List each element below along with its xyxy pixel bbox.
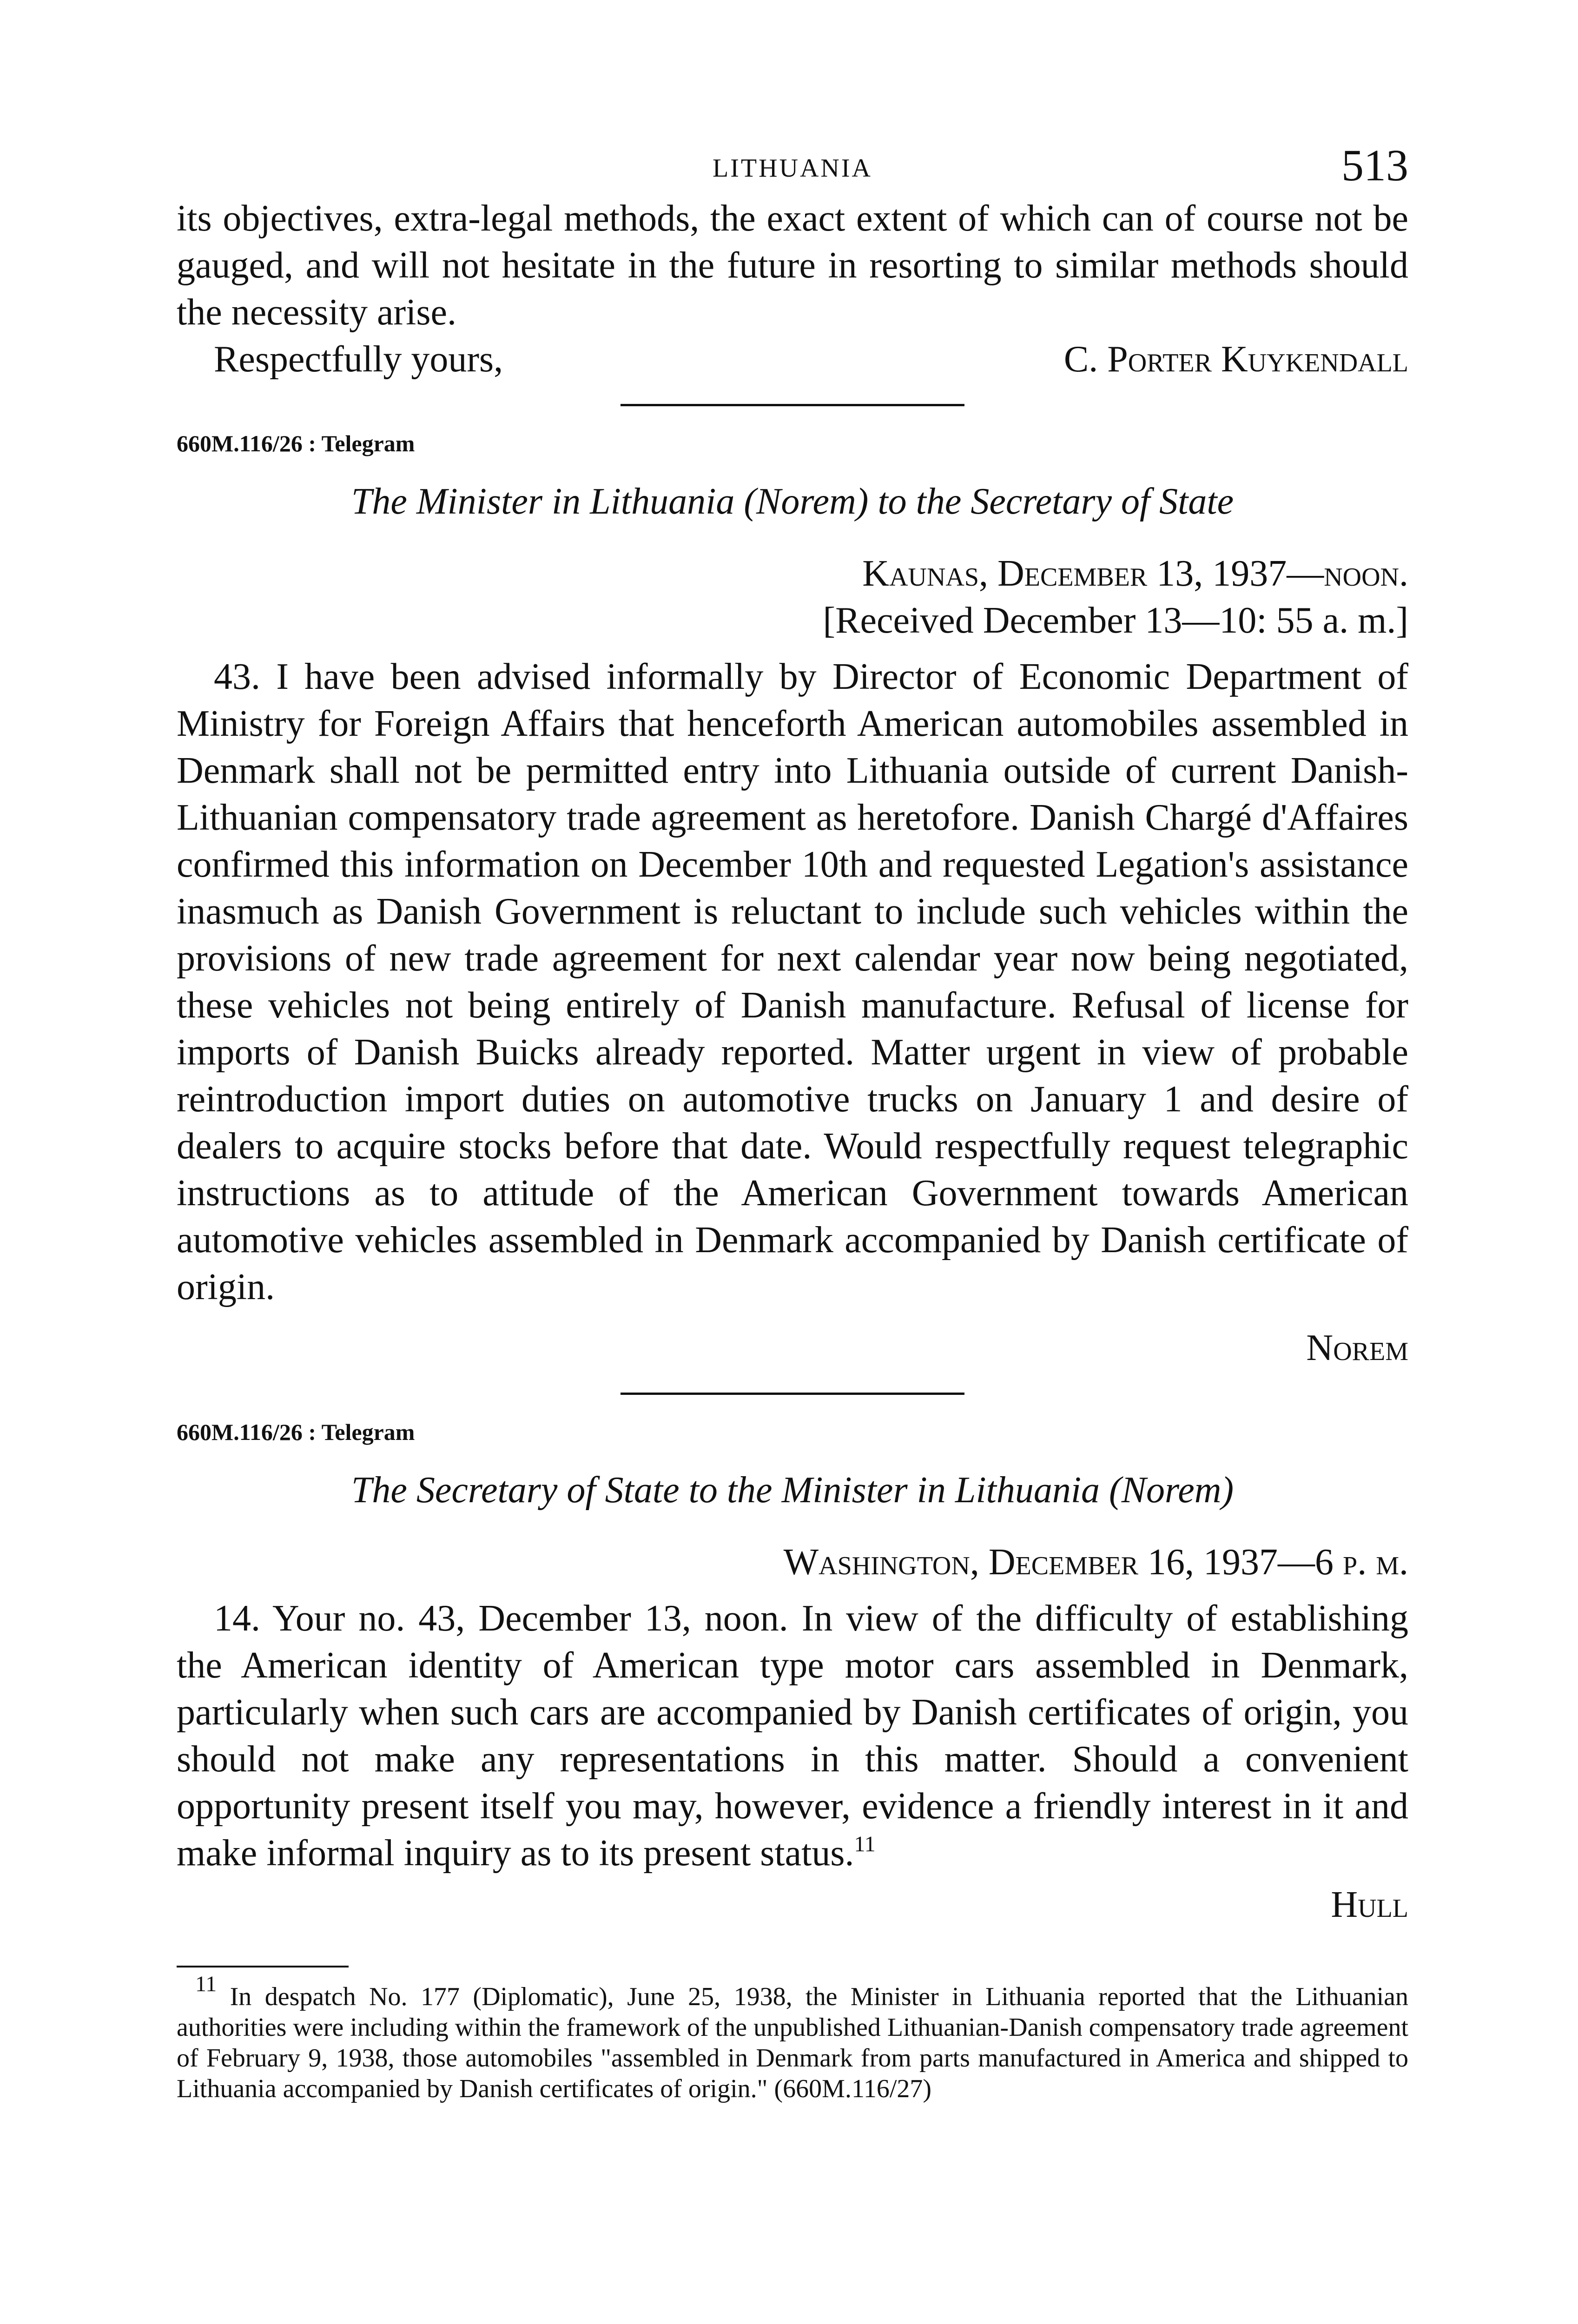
section-divider: [621, 1393, 964, 1395]
running-title: LITHUANIA: [713, 154, 872, 183]
telegram-body-text: 14. Your no. 43, December 13, noon. In view of the difficulty of establishing the American identity of American type motor cars assembled in Denmark, particularly when such cars are accompanied by Danish certificates of origin, you should not make any representations in this matter. Should a convenient opportunity present itself you may, however, evidence a friendly interest in it and make informal inquiry as to its present status.: [177, 1598, 1408, 1874]
telegram-body: 43. I have been advised informally by Director of Economic Department of Ministry for Foreign Affairs that henceforth American automobiles assembled in Denmark shall not be permitted entry into Lithuania outside of current Danish-Lithuanian compensatory trade agreement as heretofore. Danish Chargé d'Affaires confirmed this information on December 10th and requested Legation's assistance inasmuch as Danish Government is reluctant to include such vehicles within the provisions of new trade agreement for next calendar year now being negotiated, these vehicles not being entirely of Danish manufacture. Refusal of license for imports of Danish Buicks already reported. Matter urgent in view of probable reintroduction import duties on automotive trucks on January 1 and desire of dealers to acquire stocks before that date. Would respectfully request telegraphic instructions as to attitude of the American Government towards American automotive vehicles assembled in Denmark accompanied by Danish certificate of origin.: [177, 656, 1408, 1307]
running-head: [177, 139, 1408, 195]
closing-line: [177, 336, 1408, 383]
telegram-body: [177, 1595, 1408, 1877]
section-divider: [621, 404, 964, 406]
page-number: 513: [1341, 140, 1408, 190]
footnote-marker: 11: [195, 1972, 217, 1996]
footnote-text: In despatch No. 177 (Diplomatic), June 25, 1938, the Minister in Lithuania reported that the Lithuanian authorities were including within the framework of the unpublished Lithuanian-Danish compensatory trade agreement of February 9, 1938, those automobiles "assembled in Denmark from parts manufactured in America and shipped to Lithuania accompanied by Danish certificates of origin." (660M.116/27): [177, 1982, 1408, 2103]
document-page: [177, 139, 1408, 2104]
dateline: Kaunas, December 13, 1937—noon.: [862, 553, 1408, 594]
footnote-reference: 11: [854, 1832, 876, 1856]
footnote-divider: [177, 1966, 349, 1967]
signature-kuykendall: C. Porter Kuykendall: [1063, 339, 1408, 380]
signature-norem: Norem: [1306, 1327, 1408, 1368]
received-line: [Received December 13—10: 55 a. m.]: [823, 600, 1408, 641]
document-title: The Minister in Lithuania (Norem) to the Secretary of State: [351, 481, 1234, 522]
file-reference: 660M.116/26 : Telegram: [177, 1419, 415, 1445]
continuation-paragraph: its objectives, extra-legal methods, the exact extent of which can of course not be gauged, and will not hesitate in the future in resorting to similar methods should the necessity arise.: [177, 198, 1408, 333]
signature-hull: Hull: [1331, 1884, 1408, 1925]
document-title: The Secretary of State to the Minister in Lithuania (Norem): [351, 1470, 1234, 1511]
dateline: Washington, December 16, 1937—6 p. m.: [783, 1542, 1408, 1583]
footnote: [177, 1972, 1408, 2104]
complimentary-close: Respectfully yours,: [214, 339, 503, 380]
file-reference: 660M.116/26 : Telegram: [177, 430, 415, 456]
